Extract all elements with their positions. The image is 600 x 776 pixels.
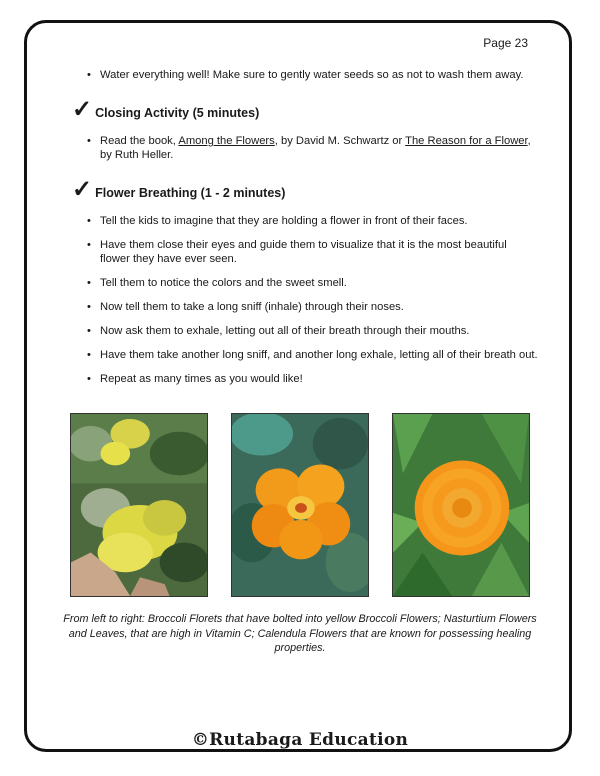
section-title: Flower Breathing (1 - 2 minutes) xyxy=(95,186,286,200)
calendula-flower-photo xyxy=(392,413,530,597)
book-title-link[interactable]: The Reason for a Flower xyxy=(405,135,528,147)
text-segment: Read the book, xyxy=(100,135,179,147)
footer-copyright: ©Rutabaga Education xyxy=(191,730,409,750)
list-item: • Now tell them to take a long sniff (inhale) through their noses. xyxy=(78,300,538,314)
checkmark-icon: ✓ xyxy=(72,94,93,123)
breathing-list xyxy=(78,214,538,386)
book-title-link[interactable]: Among the Flowers xyxy=(178,135,275,147)
text-segment: , by David M. Schwartz or xyxy=(274,135,406,147)
list-item: • Have them close their eyes and guide them to visualize that it is the most beautiful flower they have ever seen. xyxy=(78,238,538,266)
closing-list xyxy=(78,134,538,162)
flower-breathing-heading xyxy=(72,174,538,203)
list-item: • Repeat as many times as you would like! xyxy=(78,372,538,386)
photo-caption: From left to right: Broccoli Florets that have bolted into yellow Broccoli Flowers; Nasturtium Flowers and Leaves, that are high in Vitamin C; Calendula Flowers that are known for possessing healing properties. xyxy=(63,613,537,654)
intro-list xyxy=(78,68,538,82)
list-item: • Tell them to notice the colors and the sweet smell. xyxy=(78,276,538,290)
page-number: Page 23 xyxy=(483,36,528,50)
list-item: • Tell the kids to imagine that they are holding a flower in front of their faces. xyxy=(78,214,538,228)
list-item: • Now ask them to exhale, letting out all of their breath through their mouths. xyxy=(78,324,538,338)
checkmark-icon: ✓ xyxy=(72,174,93,203)
nasturtium-flower-photo xyxy=(231,413,369,597)
broccoli-flowers-photo xyxy=(70,413,208,597)
text-segment: , by Ruth Heller. xyxy=(100,135,531,161)
photo-strip xyxy=(70,413,530,597)
closing-activity-heading xyxy=(72,94,538,123)
list-item: • Have them take another long sniff, and another long exhale, letting all of their breath out. xyxy=(78,348,538,362)
main-content xyxy=(72,68,538,396)
list-item: • Water everything well! Make sure to gently water seeds so as not to wash them away. xyxy=(78,68,538,82)
list-item xyxy=(78,134,538,162)
section-title: Closing Activity (5 minutes) xyxy=(95,106,260,120)
